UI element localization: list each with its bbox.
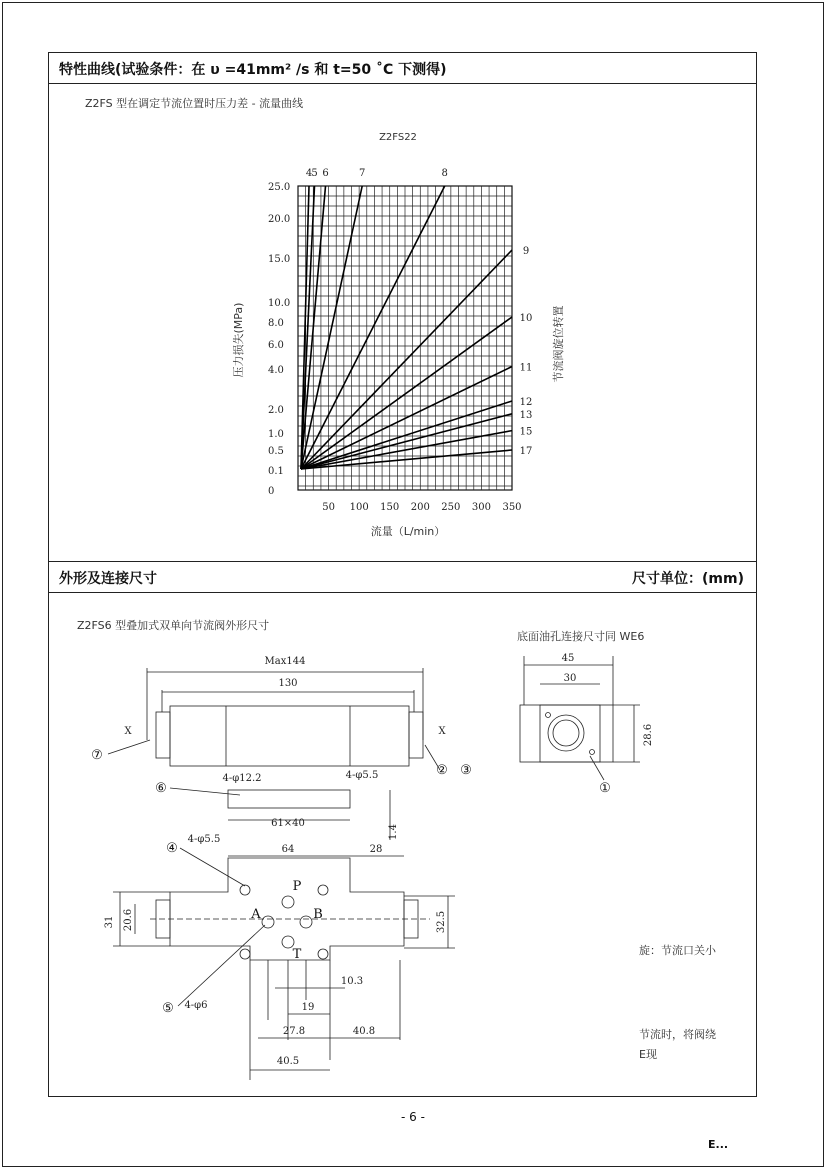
series-labels (306, 168, 533, 457)
y-tick-label: 0 (268, 486, 275, 497)
y-tick-labels (268, 182, 290, 497)
series-label: 6 (322, 168, 329, 179)
chart-lines (301, 186, 512, 469)
port-b-label: B (313, 907, 323, 922)
callout-3: ③ (460, 763, 472, 778)
section-title: 外形及连接尺寸 (59, 571, 157, 587)
note-line: 节流时，将阀绕 (639, 1028, 716, 1041)
corner-mark: E... (708, 1138, 729, 1151)
dim-27-8: 27.8 (282, 1026, 306, 1037)
dim-hole-122: 4-φ12.2 (222, 773, 262, 784)
series-line-7 (301, 186, 362, 469)
dimension-drawing (0, 600, 826, 1090)
page-number: - 6 - (401, 1110, 425, 1124)
series-label: 15 (519, 426, 533, 438)
note-line: E现 (639, 1048, 657, 1061)
series-label: 9 (522, 246, 530, 257)
series-label: 8 (441, 168, 448, 179)
dim-40-5: 40.5 (276, 1056, 300, 1067)
y-tick-label: 8.0 (268, 318, 284, 329)
side-dim-30: 30 (563, 673, 577, 684)
y-axis-label: 压力损失(MPa) (232, 302, 245, 378)
chart-title: Z2FS22 (379, 132, 417, 143)
series-line-13 (301, 414, 512, 469)
y-tick-label: 15.0 (268, 254, 291, 265)
dim-1-4: 1.4 (388, 824, 399, 840)
chart-subtitle: Z2FS 型在调定节流位置时压力差 - 流量曲线 (85, 97, 304, 110)
drawing-subtitle: Z2FS6 型叠加式双单向节流阀外形尺寸 (77, 619, 270, 632)
dim-19: 19 (301, 1002, 315, 1013)
section-header-dimensions (49, 561, 756, 593)
callout-6: ⑥ (155, 781, 167, 796)
dim-40-8: 40.8 (352, 1026, 376, 1037)
callout-7: ⑦ (91, 748, 103, 763)
dim-hole-6: 4-φ6 (184, 1000, 208, 1011)
callout-4: ④ (166, 841, 178, 856)
dim-max: Max144 (264, 656, 306, 667)
section-title: 特性曲线(试验条件：在 υ =41mm² /s 和 t=50 ˚C 下测得) (59, 62, 447, 78)
x-tick-label: 150 (380, 502, 400, 513)
y-tick-label: 25.0 (268, 182, 291, 193)
series-label: 7 (359, 168, 366, 179)
callout-1: ① (599, 781, 611, 796)
dim-31: 31 (104, 915, 115, 929)
y-tick-label: 20.0 (268, 214, 291, 225)
dim-10-3: 10.3 (340, 976, 364, 987)
x-tick-label: 350 (502, 502, 522, 513)
dim-130: 130 (278, 678, 298, 689)
series-label: 17 (519, 446, 533, 457)
series-label: 11 (519, 362, 533, 374)
dim-hole-55a: 4-φ5.5 (345, 770, 379, 781)
y-tick-label: 1.0 (268, 429, 284, 440)
y-tick-label: 4.0 (268, 365, 284, 376)
y-tick-label: 6.0 (268, 340, 284, 351)
series-label: 10 (519, 313, 533, 324)
dim-hole-55b: 4-φ5.5 (187, 834, 221, 845)
x-tick-label: 300 (471, 502, 491, 513)
x-tick-labels (322, 502, 521, 513)
dim-20-6: 20.6 (123, 908, 134, 932)
dim-28: 28 (369, 844, 383, 855)
dim-32-5: 32.5 (436, 910, 447, 934)
x-tick-label: 100 (349, 502, 369, 513)
y-tick-label: 2.0 (268, 405, 284, 416)
callout-2: ② (436, 763, 448, 778)
side-view-title: 底面油孔连接尺寸同 WE6 (517, 630, 645, 643)
port-x-left: X (124, 726, 132, 737)
dim-64: 64 (281, 844, 295, 855)
y-tick-label: 10.0 (268, 298, 291, 309)
side-dim-45: 45 (561, 653, 575, 664)
callout-5: ⑤ (162, 1001, 174, 1016)
x-tick-label: 50 (322, 502, 335, 513)
unit-label: 尺寸单位：(mm) (632, 571, 744, 587)
port-t-label: T (292, 947, 302, 962)
y-tick-label: 0.5 (268, 446, 284, 457)
y2-axis-label: 节流阀旋位转置 (552, 305, 565, 383)
port-a-label: A (251, 907, 261, 922)
dim-61x40: 61×40 (271, 818, 305, 829)
series-label: 4 (305, 168, 313, 179)
side-dim-28-6: 28.6 (643, 723, 654, 747)
y-tick-label: 0.1 (268, 466, 284, 477)
x-tick-label: 250 (441, 502, 461, 513)
x-axis-label: 流量（L/min） (370, 525, 446, 538)
series-label: 5 (311, 168, 318, 179)
x-tick-label: 200 (410, 502, 430, 513)
port-x-right: X (438, 726, 446, 737)
pressure-flow-chart (0, 0, 826, 560)
port-p-label: P (292, 879, 302, 894)
side-view-body (520, 705, 613, 762)
series-label: 13 (519, 409, 533, 421)
series-label: 12 (519, 397, 533, 408)
note-line: 旋：节流口关小 (639, 944, 716, 957)
valve-body-top (170, 706, 409, 766)
